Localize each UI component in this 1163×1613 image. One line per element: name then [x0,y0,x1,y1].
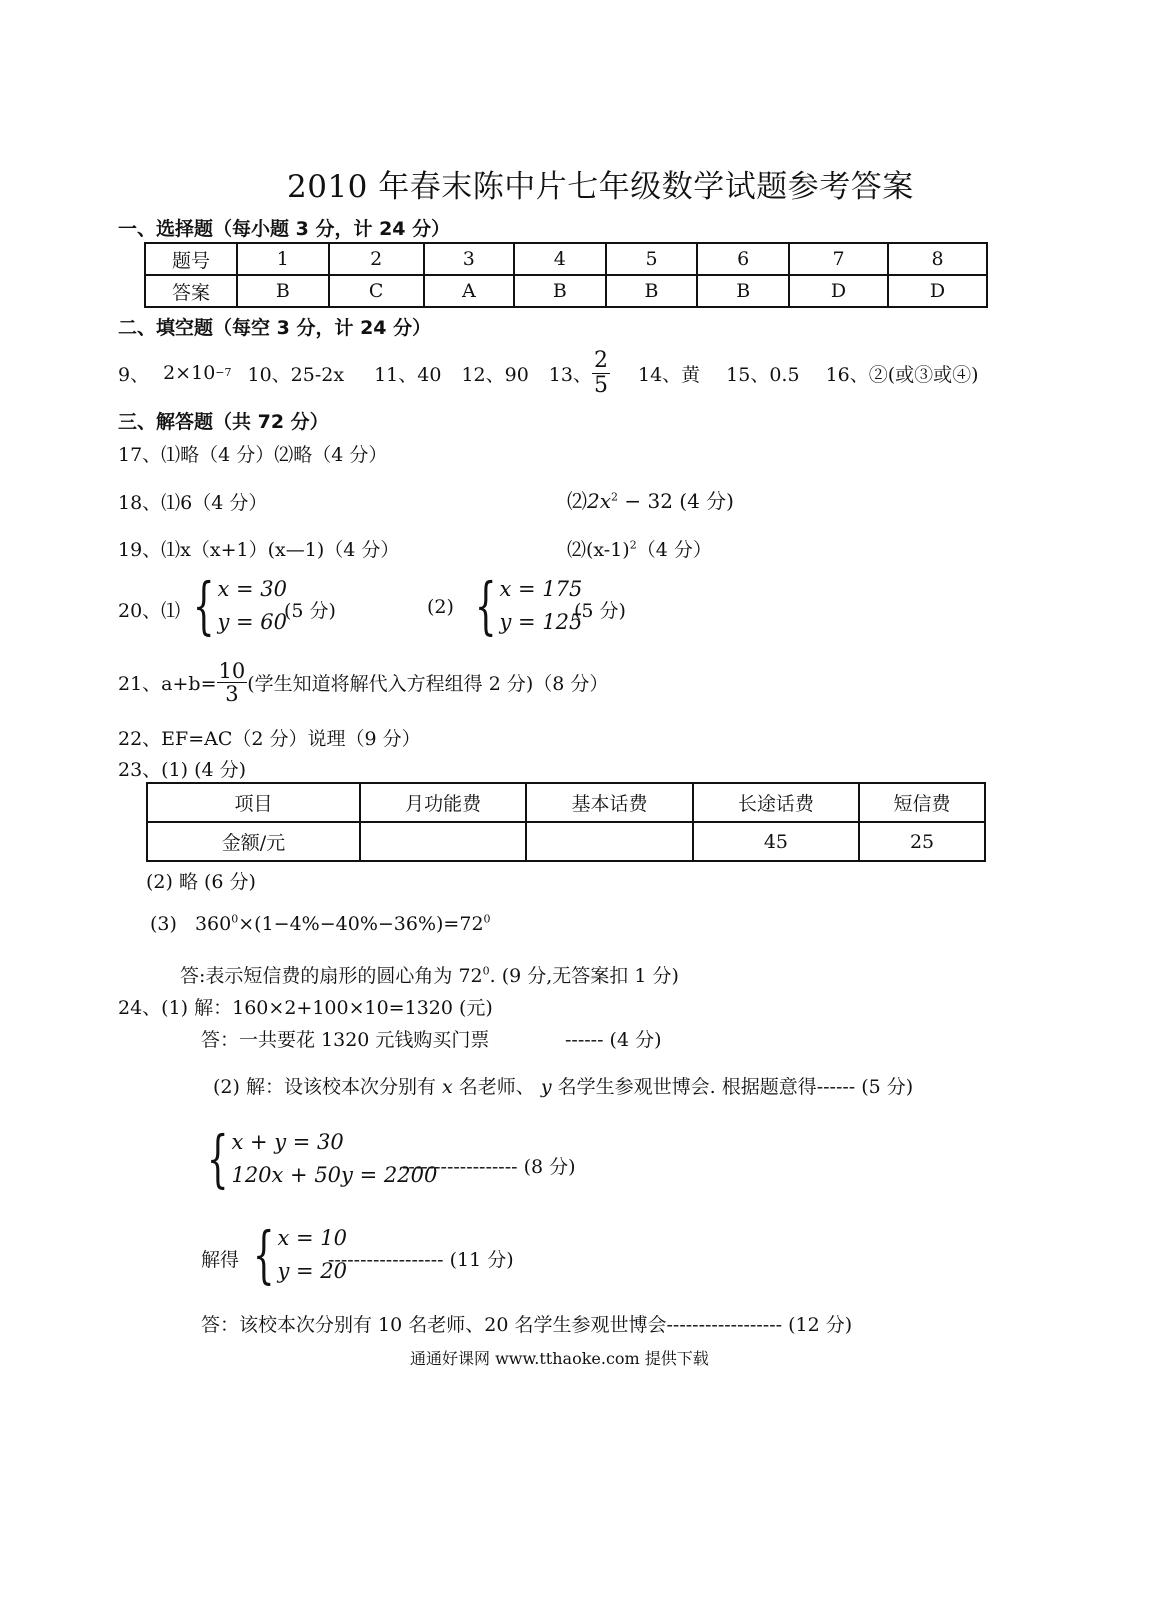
brace-icon: { [206,1121,229,1195]
q20a-line2: y = 60 [217,609,287,634]
question-number: 3 [424,243,514,275]
q9-label: 9、 [118,363,150,386]
q21-tail: (学生知道将解代入方程组得 2 分)（8 分） [247,673,609,696]
table-header: 短信费 [859,783,985,822]
q23-conclusion-a: 答:表示短信费的扇形的圆心角为 72 [180,965,483,987]
q19b-prefix: ⑵(x-1) [567,539,630,561]
answer-cell: C [329,275,424,307]
q24-system-score: ------------------ (8 分) [402,1156,576,1178]
table-cell: 25 [859,822,985,861]
q21-fraction [217,660,248,705]
q21-answer [118,660,608,705]
q24-var-x: x [442,1076,453,1098]
question-number: 7 [789,243,888,275]
brace-icon: { [252,1217,275,1291]
q24-solution1: x = 10 [277,1226,347,1250]
section1-heading: 一、选择题（每小题 3 分，计 24 分） [118,218,451,240]
q20b-line2: y = 125 [499,609,583,634]
table-header: 项目 [147,783,360,822]
table-header: 基本话费 [526,783,692,822]
q20b-label: (2) [427,596,454,618]
q18a-answer: 18、⑴6（4 分） [118,492,268,514]
q18b-tail: − 32 (4 分) [618,489,734,513]
q9-base: 2×10 [163,362,216,384]
q12-answer: 12、90 [461,363,529,386]
q21-label: 21、a+b= [118,673,217,696]
q18b-exponent: 2 [611,490,619,504]
q24-part1: 24、(1) 解：160×2+100×10=1320 (元) [118,997,493,1019]
q24-part1-score: ------ (4 分) [565,1029,662,1051]
brace-icon: { [474,568,497,642]
q24-solution-score: ------------------ (11 分) [328,1249,514,1271]
q23-label: 23、(1) (4 分) [118,759,247,781]
table-header: 月功能费 [360,783,526,822]
q24-part2-c: 名学生参观世博会. 根据题意得------ (5 分) [557,1076,914,1098]
q13-numerator: 2 [593,348,608,374]
q20a-system [184,568,287,642]
q24-var-y: y [540,1076,552,1098]
q23-conclusion-b: . (9 分,无答案扣 1 分) [489,965,679,987]
degree-mark: 0 [483,912,491,926]
q24-equation1: x + y = 30 [231,1130,344,1154]
q13-denominator: 5 [593,372,608,398]
q13-label: 13、 [548,363,592,386]
q24-solution-label: 解得 [201,1249,240,1271]
table-cell [360,822,526,861]
page-title: 2010 年春末陈中片七年级数学试题参考答案 [287,169,914,205]
table-cell [526,822,692,861]
q19b-tail: （4 分） [636,539,712,561]
degree-mark: 0 [482,964,490,978]
q20b-score: (5 分) [574,600,626,622]
row-label-answer: 答案 [145,275,237,307]
phone-fee-table [146,782,986,862]
q15-answer: 15、0.5 [726,363,800,386]
q20a-line1: x = 30 [217,577,287,601]
q17-answer: 17、⑴略（4 分）⑵略（4 分） [118,444,388,466]
answer-cell: A [424,275,514,307]
choice-answer-table [144,242,988,308]
q23-part3-expr-b: ×(1−4%−40%−36%)=72 [238,913,484,935]
q24-part2-setup [213,1072,913,1099]
q24-equation2: 120x + 50y = 2200 [231,1162,438,1187]
q20-label: 20、⑴ [118,600,181,622]
answer-cell: B [697,275,789,307]
q19b-answer [567,535,712,562]
q19b-exponent: 2 [629,538,637,552]
section2-heading: 二、填空题（每空 3 分，计 24 分） [118,317,432,339]
q23-conclusion [180,961,679,988]
answer-cell: D [888,275,987,307]
q19a-answer: 19、⑴x（x+1）(x—1)（4 分） [118,539,400,561]
q23-part3 [150,913,491,935]
q24-part1-answer: 答：一共要花 1320 元钱购买门票 [201,1029,490,1051]
question-number: 4 [514,243,606,275]
q24-final-answer: 答：该校本次分别有 10 名老师、20 名学生参观世博会------------------ (12 分) [201,1314,853,1336]
q13-fraction [592,349,610,396]
answer-cell: B [237,275,329,307]
answer-cell: B [606,275,698,307]
q22-answer: 22、EF=AC（2 分）说理（9 分） [118,728,421,750]
question-number: 6 [697,243,789,275]
q24-solution2: y = 20 [277,1258,347,1283]
q20b-system [466,568,583,642]
q24-part2-a: (2) 解：设该校本次分别有 [213,1076,436,1098]
brace-icon: { [192,568,215,642]
q18b-label: ⑵ [567,489,587,513]
q18b-expression: 2x [587,489,612,513]
q20a-lines [217,573,287,638]
q18b-answer [567,485,734,514]
q16-answer: 16、②(或③或④) [825,363,979,386]
q20a-score: (5 分) [284,600,336,622]
footer-text: 通通好课网 www.tthaoke.com 提供下载 [410,1349,709,1368]
question-number: 2 [329,243,424,275]
table-header: 长途话费 [693,783,859,822]
answer-cell: B [514,275,606,307]
q14-answer: 14、黄 [637,363,701,386]
row-label-number: 题号 [145,243,237,275]
q23-part3-expr-a: 360 [194,913,232,935]
section3-heading: 三、解答题（共 72 分） [118,411,329,433]
q20b-line1: x = 175 [499,577,583,601]
answer-cell: D [789,275,888,307]
question-number: 1 [237,243,329,275]
q10-answer: 10、25-2x [247,363,345,386]
question-number: 8 [888,243,987,275]
q21-denominator: 3 [225,682,239,707]
table-row-label: 金额/元 [147,822,360,861]
question-number: 5 [606,243,698,275]
fill-blank-answers: 9、 2×10 −7 10、25-2x 11、40 12、90 13、 $\frac{2}{5}$ 14、黄 15、0.5 16、②(或③或④) [118,348,979,398]
degree-mark: 0 [231,912,239,926]
q20b-lines [499,573,582,638]
q11-answer: 11、40 [374,363,442,386]
q23-part3-label: (3) [150,913,177,935]
q21-numerator: 10 [218,659,246,683]
q24-part2-b: 名老师、 [458,1076,535,1098]
table-cell: 45 [693,822,859,861]
q23-part2: (2) 略 (6 分) [146,871,256,893]
